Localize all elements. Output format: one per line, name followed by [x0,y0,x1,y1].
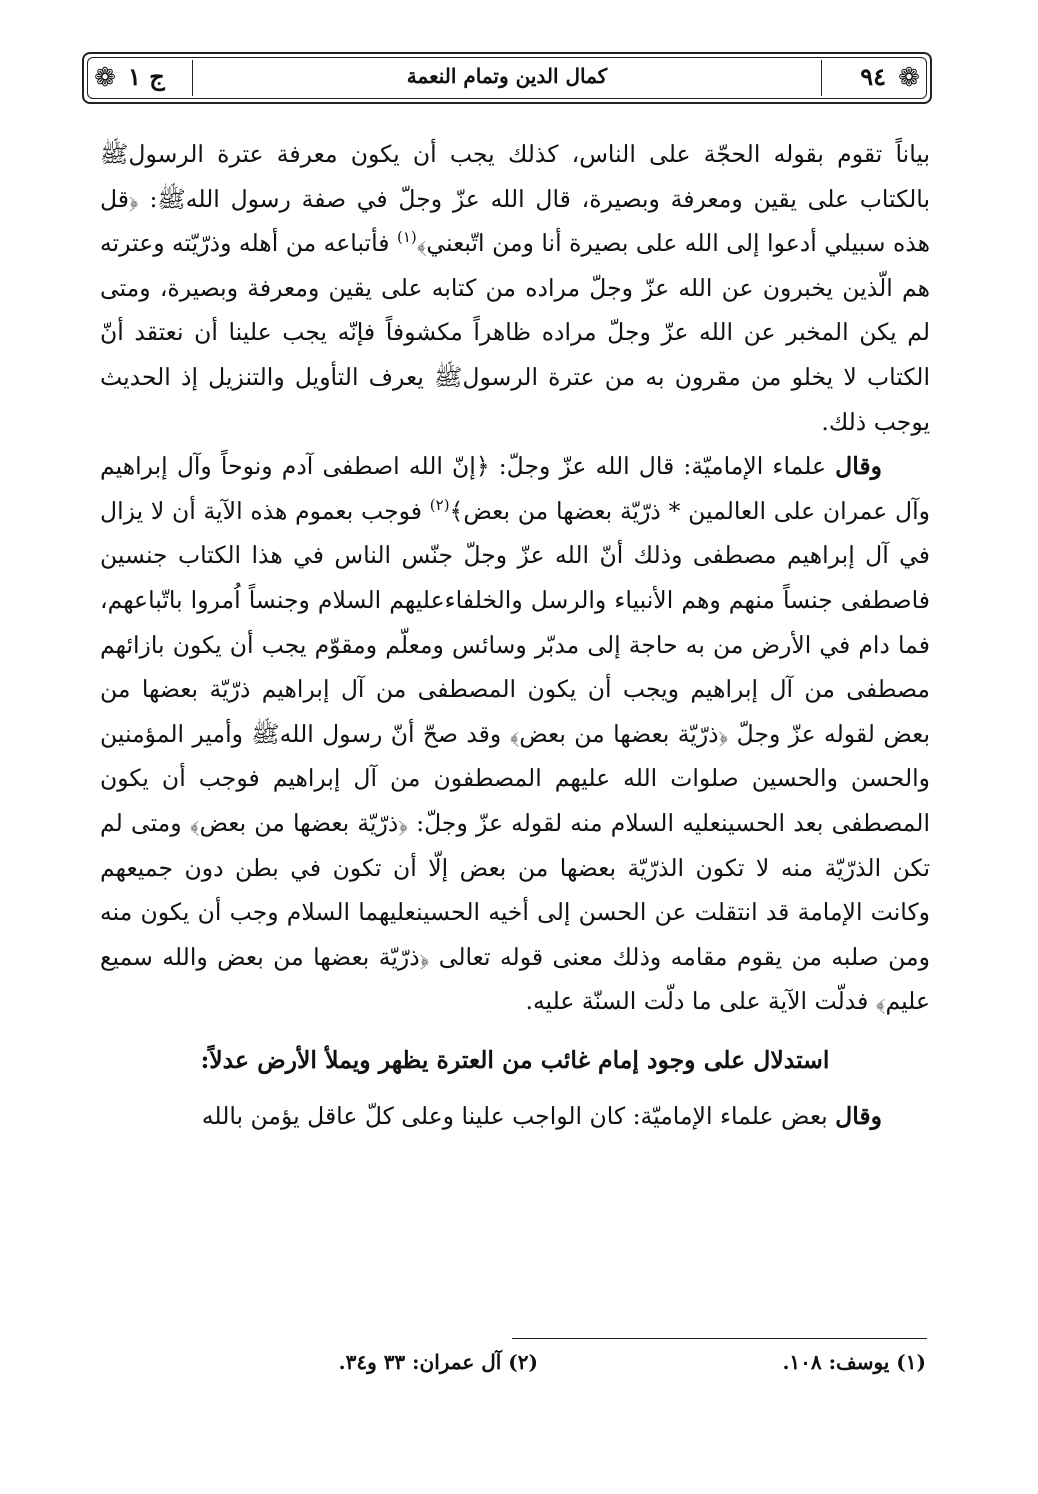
paragraph-lead: وقال [835,452,882,481]
header-divider [192,60,193,96]
main-text [100,132,930,1138]
header-ornament-left-icon: ❁ [94,63,116,93]
book-title: كمال الدين وتمام النعمة [406,64,608,88]
paragraph-text: فوجب بعموم هذه الآية أن لا يزال في آل إبراهيم مصطفى وذلك أنّ الله عزّ وجلّ جنّس الناس في هذا الكتاب جنسين فاصطفى جنساً منهم وهم الأنبياء والرسل والخلفاءعليهم السلام وجنساً اُمروا باتّباعهم، فما دام في الأرض من به حاجة إلى مدبّر وسائس ومعلّم ومقوّم يجب أن يكون بازائهم مصطفى من آل إبراهيم ويجب أن يكون المصطفى من آل إبراهيم ذرّيّة بعضها من بعض لقوله عزّ وجلّ ﴿ذرّيّة بعضها من بعض﴾ وقد صحّ أنّ رسول اللهﷺ وأمير المؤمنين والحسن والحسين صلوات الله عليهم المصطفون من آل إبراهيم فوجب أن يكون المصطفى بعد الحسينعليه السلام منه لقوله عزّ وجلّ: ﴿ذرّيّة بعضها من بعض﴾ ومتى لم تكن الذرّيّة منه لا تكون الذرّيّة بعضها من بعض إلّا أن تكون في بطن دون جميعهم وكانت الإمامة قد انتقلت عن الحسن إلى أخيه الحسينعليهما السلام وجب أن يكون منه ومن صلبه من يقوم مقامه وذلك معنى قوله تعالى ﴿ذرّيّة بعضها من بعض والله سميع عليم﴾ فدلّت الآية على ما دلّت السنّة عليه. [100,496,930,1016]
footnote-ref-2: (٢) [429,495,450,514]
footnote-divider [512,1338,927,1339]
paragraph [100,132,930,444]
paragraph-text: بعض علماء الإماميّة: كان الواجب علينا وعلى كلّ عاقل يؤمن بالله [201,1101,836,1130]
footnote-2: (٢) آل عمران: ٣٣ و٣٤. [338,1350,538,1374]
header-ornament-right-icon: ❁ [898,63,920,93]
paragraph-text: علماء الإماميّة: قال الله عزّ وجلّ: ﴿إنّ الله اصطفى آدم ونوحاً وآل إبراهيم وآل عمران على العالمين * ذرّيّة بعضها من بعض﴾ [100,452,930,525]
footnote-1: (١) يوسف: ١٠٨. [782,1350,926,1374]
page-number: ٩٤ [860,62,886,91]
paragraph-lead: وقال [835,1101,882,1130]
paragraph-text: بياناً تقوم بقوله الحجّة على الناس، كذلك يجب أن يكون معرفة عترة الرسولﷺ بالكتاب على يقين ومعرفة وبصيرة، قال الله عزّ وجلّ في صفة رسول اللهﷺ: ﴿قل هذه سبيلي أدعوا إلى الله على بصيرة أنا ومن اتّبعني﴾ [100,140,930,258]
volume-number: ج ١ [128,62,165,91]
paragraph [100,444,930,1024]
footnote-ref-1: (١) [396,228,417,247]
paragraph-text: فأتباعه من أهله وذرّيّته وعترته هم الّذين يخبرون عن الله عزّ وجلّ مراده من كتابه على يقين ومعرفة وبصيرة، ومتى لم يكن المخبر عن الله عزّ وجلّ مراده ظاهراً مكشوفاً فإنّه يجب علينا أن نعتقد أنّ الكتاب لا يخلو من مقرون به من عترة الرسولﷺ يعرف التأويل والتنزيل إذ الحديث يوجب ذلك. [100,229,930,436]
section-heading: استدلال على وجود إمام غائب من العترة يظهر ويملأ الأرض عدلاً: [200,1045,830,1074]
paragraph [100,1094,930,1139]
running-header [82,52,932,104]
